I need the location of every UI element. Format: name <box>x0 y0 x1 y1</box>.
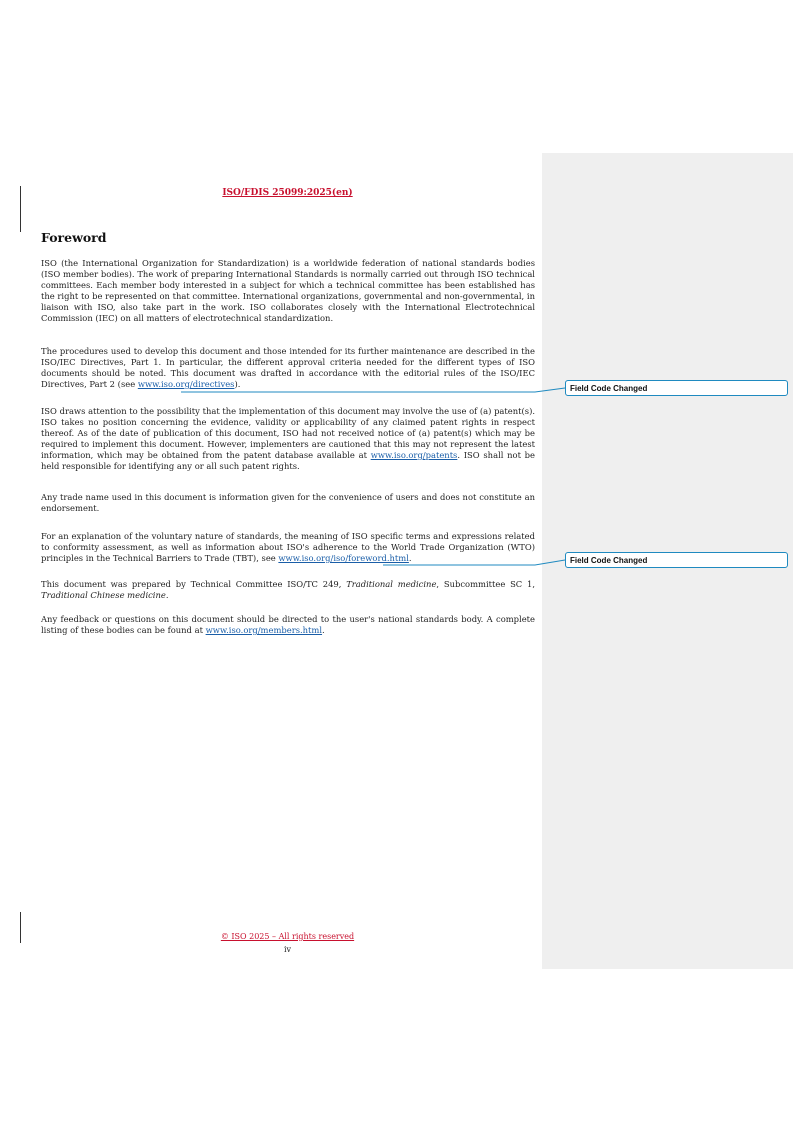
prepared-by-end: . <box>165 589 169 600</box>
paragraph-prepared-by <box>41 579 535 601</box>
paragraph-feedback <box>41 614 535 636</box>
patents-link[interactable]: www.iso.org/patents <box>370 449 458 460</box>
paragraph-voluntary-end: . <box>408 552 412 563</box>
paragraph-feedback-text: Any feedback or questions on this document should be directed to the user's national standards body. A complete listing of these bodies can be found at <box>41 614 535 635</box>
paragraph-patents-end: . ISO shall not be held responsible for identifying any or all such patent rights. <box>41 449 535 471</box>
paragraph-procedures <box>41 346 535 390</box>
paragraph-patents-text: ISO draws attention to the possibility that the implementation of this document may involve the use of (a) patent(s). ISO takes no position concerning the evidence, validity or applicability of any claimed patent rights in respect thereof. As of the date of publication of this document, ISO had not received notice of (a) patent(s) which may be required to implement this document. However, implementers are cautioned that this may not represent the latest information, which may be obtained from the patent database available at <box>41 406 535 460</box>
prepared-by-mid: , Subcommittee SC 1, <box>436 579 535 589</box>
document-id-header: ISO/FDIS 25099:2025(en) <box>222 188 353 198</box>
comment-balloon-field-code-1[interactable]: Field Code Changed <box>565 380 788 396</box>
subcommittee-name: Traditional Chinese medicine <box>41 589 166 600</box>
foreword-heading: Foreword <box>41 230 107 245</box>
foreword-link[interactable]: www.iso.org/iso/foreword.html <box>278 552 409 563</box>
comment-balloon-field-code-2[interactable]: Field Code Changed <box>565 552 788 568</box>
directives-link[interactable]: www.iso.org/directives <box>137 378 235 389</box>
footer-copyright: © ISO 2025 – All rights reserved <box>220 932 355 941</box>
committee-name: Traditional medicine <box>346 579 437 589</box>
paragraph-trade-name: Any trade name used in this document is information given for the convenience of users and does not constitute an endorsement. <box>41 492 535 513</box>
footer-page-number: iv <box>283 945 292 954</box>
paragraph-procedures-end: ). <box>234 378 241 389</box>
prepared-by-text: This document was prepared by Technical Committee ISO/TC 249, <box>41 579 347 589</box>
members-link[interactable]: www.iso.org/members.html <box>205 624 323 635</box>
paragraph-procedures-text: The procedures used to develop this document and those intended for its further maintenance are described in the ISO/IEC Directives, Part 1. In particular, the different approval criteria needed for the different types of ISO documents should be noted. This document was drafted in accordance with the editorial rules of the ISO/IEC Directives, Part 2 (see <box>41 346 535 389</box>
paragraph-voluntary-text: For an explanation of the voluntary nature of standards, the meaning of ISO specific terms and expressions related to conformity assessment, as well as information about ISO's adherence to the World Trade Organization (WTO) principles in the Technical Barriers to Trade (TBT), see <box>41 531 535 563</box>
paragraph-voluntary-nature <box>41 531 535 564</box>
paragraph-feedback-end: . <box>322 624 325 635</box>
paragraph-patents <box>41 406 535 471</box>
paragraph-iso-intro: ISO (the International Organization for Standardization) is a worldwide federation of national standards bodies (ISO member bodies). The work of preparing International Standards is normally carried out through ISO technical committees. Each member body interested in a subject for which a technical committee has been established has the right to be represented on that committee. International organizations, governmental and non-governmental, in liaison with ISO, also take part in the work. ISO collaborates closely with the International Electrotechnical Commission (IEC) on all matters of electrotechnical standardization. <box>41 258 535 323</box>
